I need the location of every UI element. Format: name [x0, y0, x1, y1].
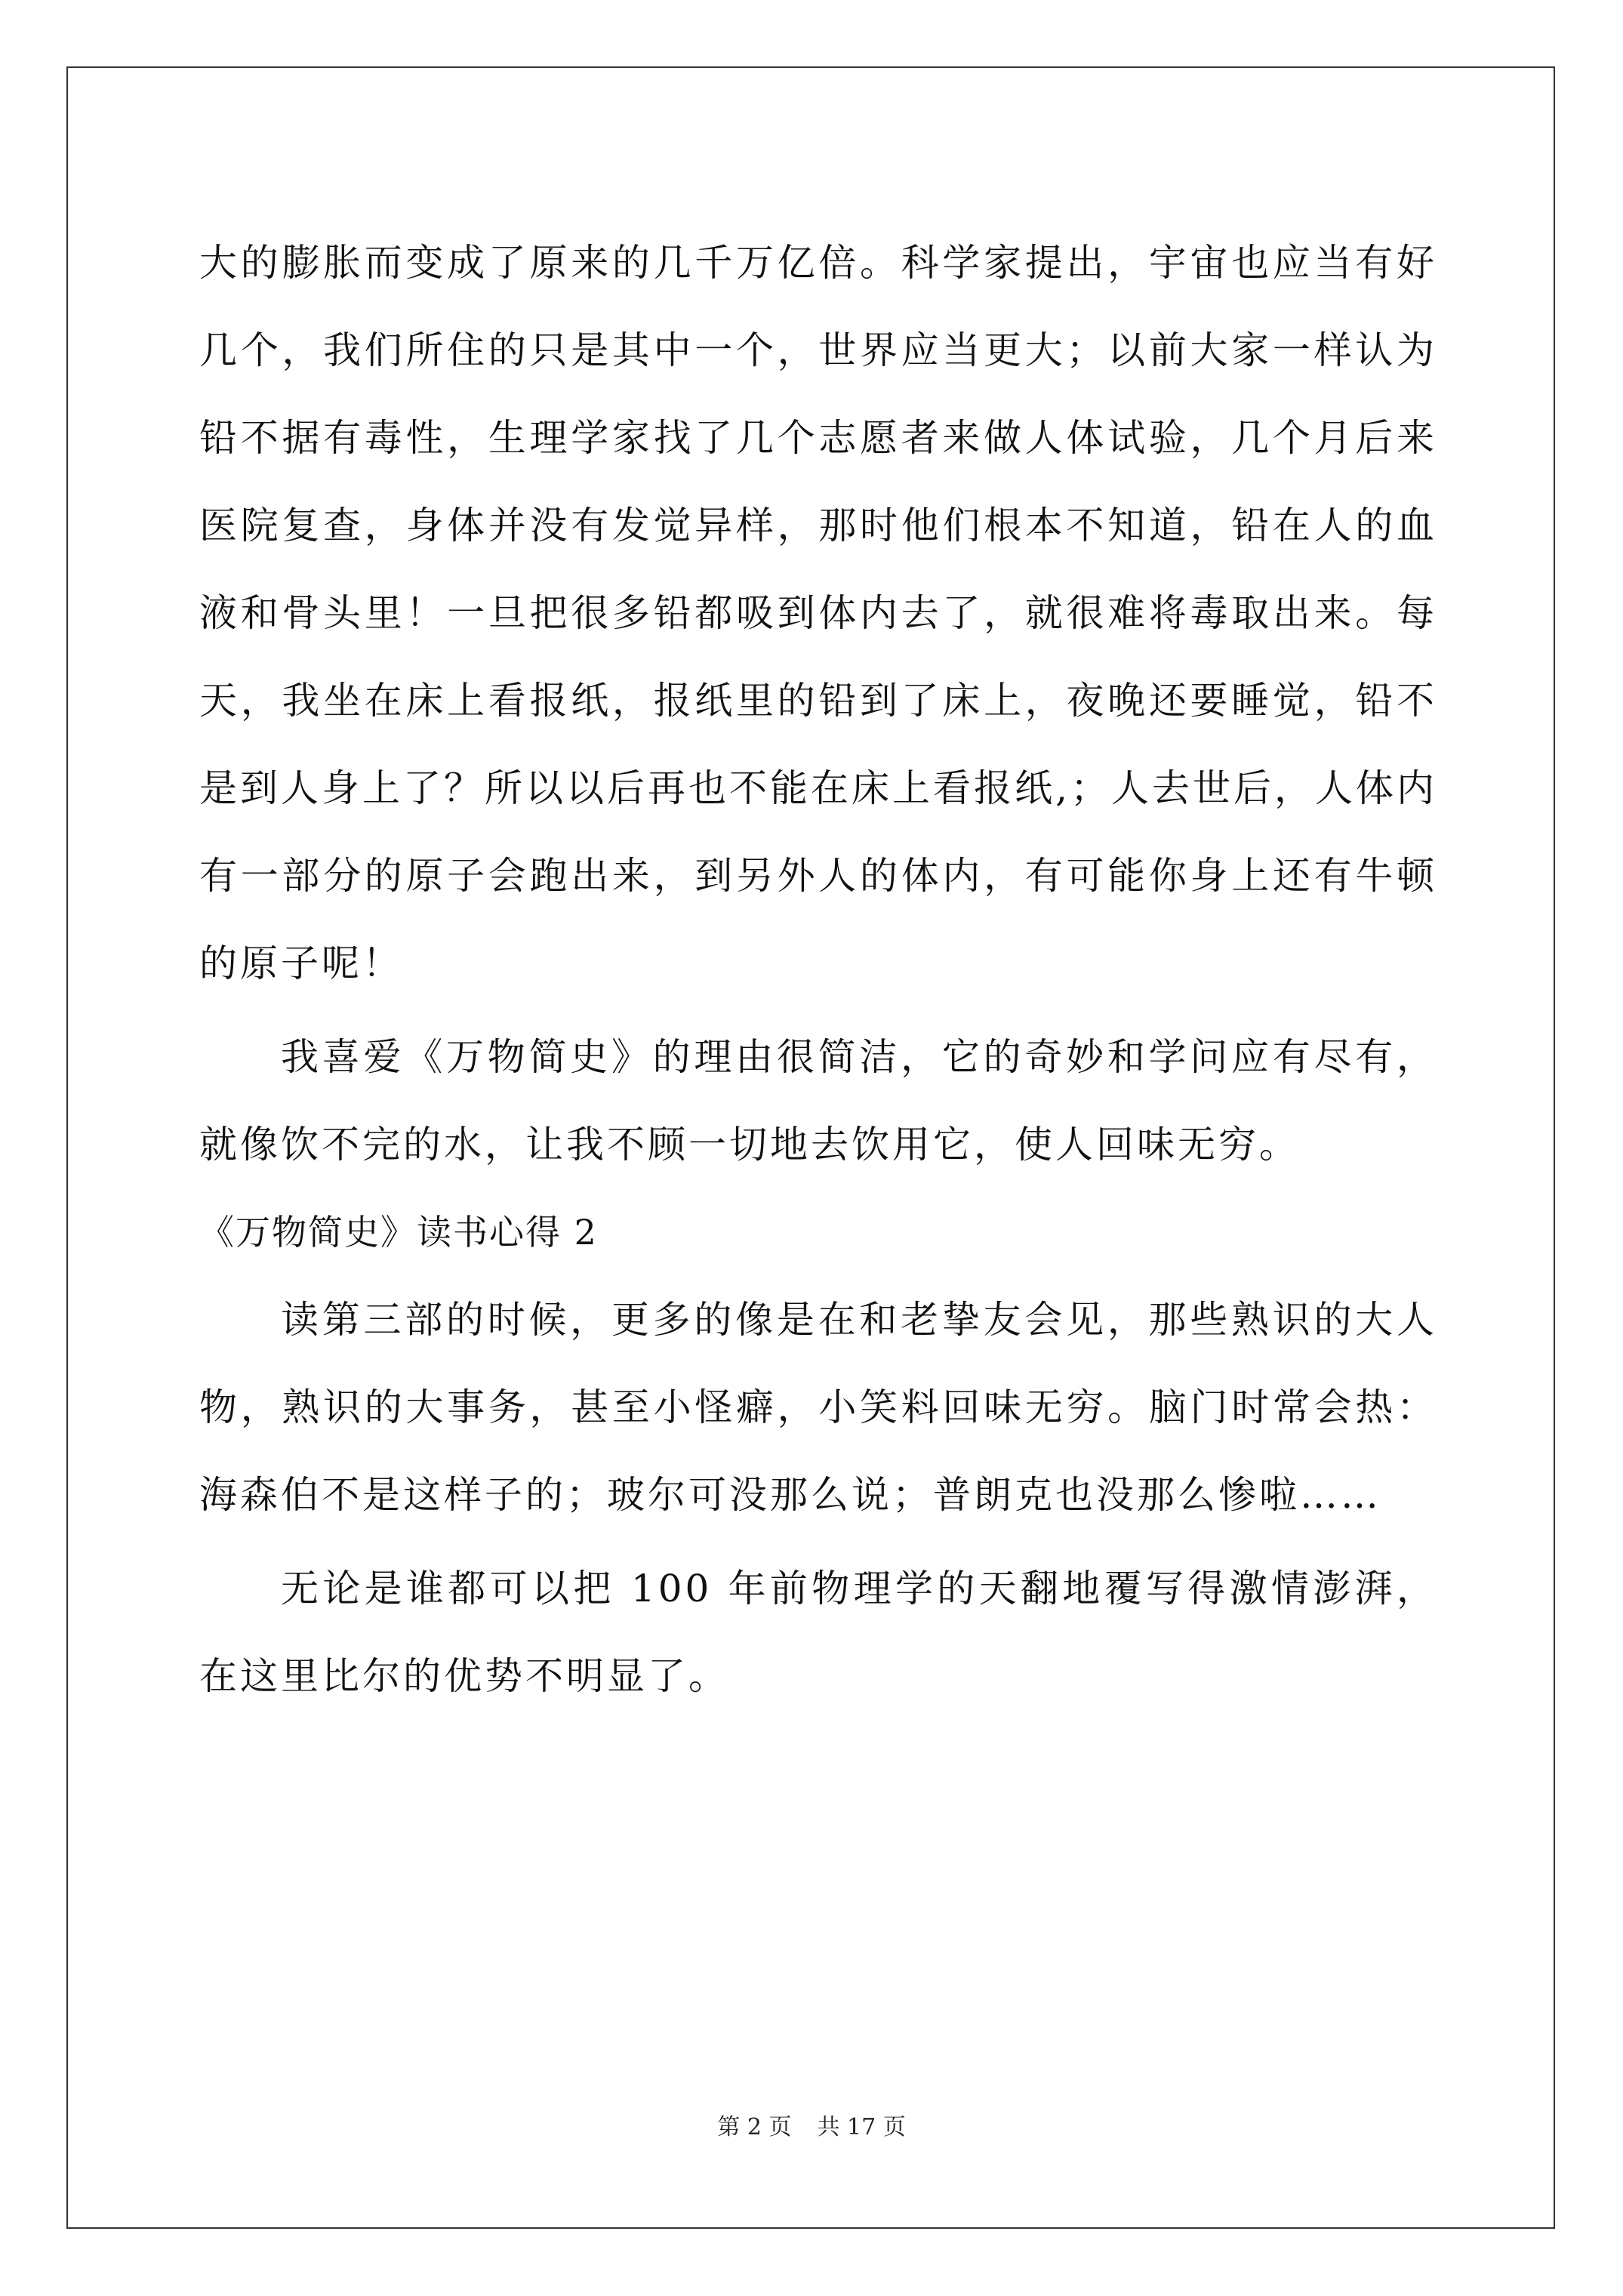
page-total: 共 17 页: [817, 2114, 906, 2140]
document-body: [199, 219, 1437, 1720]
section-paragraph-2: 无论是谁都可以把 100 年前物理学的天翻地覆写得激情澎湃，在这里比尔的优势不明显了。: [199, 1567, 1437, 1698]
page-footer: [0, 2113, 1623, 2143]
section-paragraph-1: 读第三部的时候，更多的像是在和老挚友会见，那些熟识的大人物，熟识的大事务，甚至小怪癖，小笑料回味无穷。脑门时常会热：海森伯不是这样子的；玻尔可没那么说；普朗克也没那么惨啦……: [199, 1298, 1437, 1517]
paragraph-conclusion: 我喜爱《万物简史》的理由很简洁，它的奇妙和学问应有尽有，就像饮不完的水，让我不顾一切地去饮用它，使人回味无穷。: [199, 1035, 1437, 1166]
page-number: 第 2 页: [717, 2114, 792, 2140]
paragraph-continuation: 大的膨胀而变成了原来的几千万亿倍。科学家提出，宇宙也应当有好几个，我们所住的只是其中一个，世界应当更大；以前大家一样认为铅不据有毒性，生理学家找了几个志愿者来做人体试验，几个月后来医院复查，身体并没有发觉异样，那时他们根本不知道，铅在人的血液和骨头里！一旦把很多铅都吸到体内去了，就很难将毒取出来。每天，我坐在床上看报纸，报纸里的铅到了床上，夜晚还要睡觉，铅不是到人身上了？所以以后再也不能在床上看报纸,；人去世后，人体内有一部分的原子会跑出来，到另外人的体内，有可能你身上还有牛顿的原子呢！: [199, 241, 1437, 985]
section-title: 《万物简史》读书心得 2: [199, 1212, 598, 1253]
